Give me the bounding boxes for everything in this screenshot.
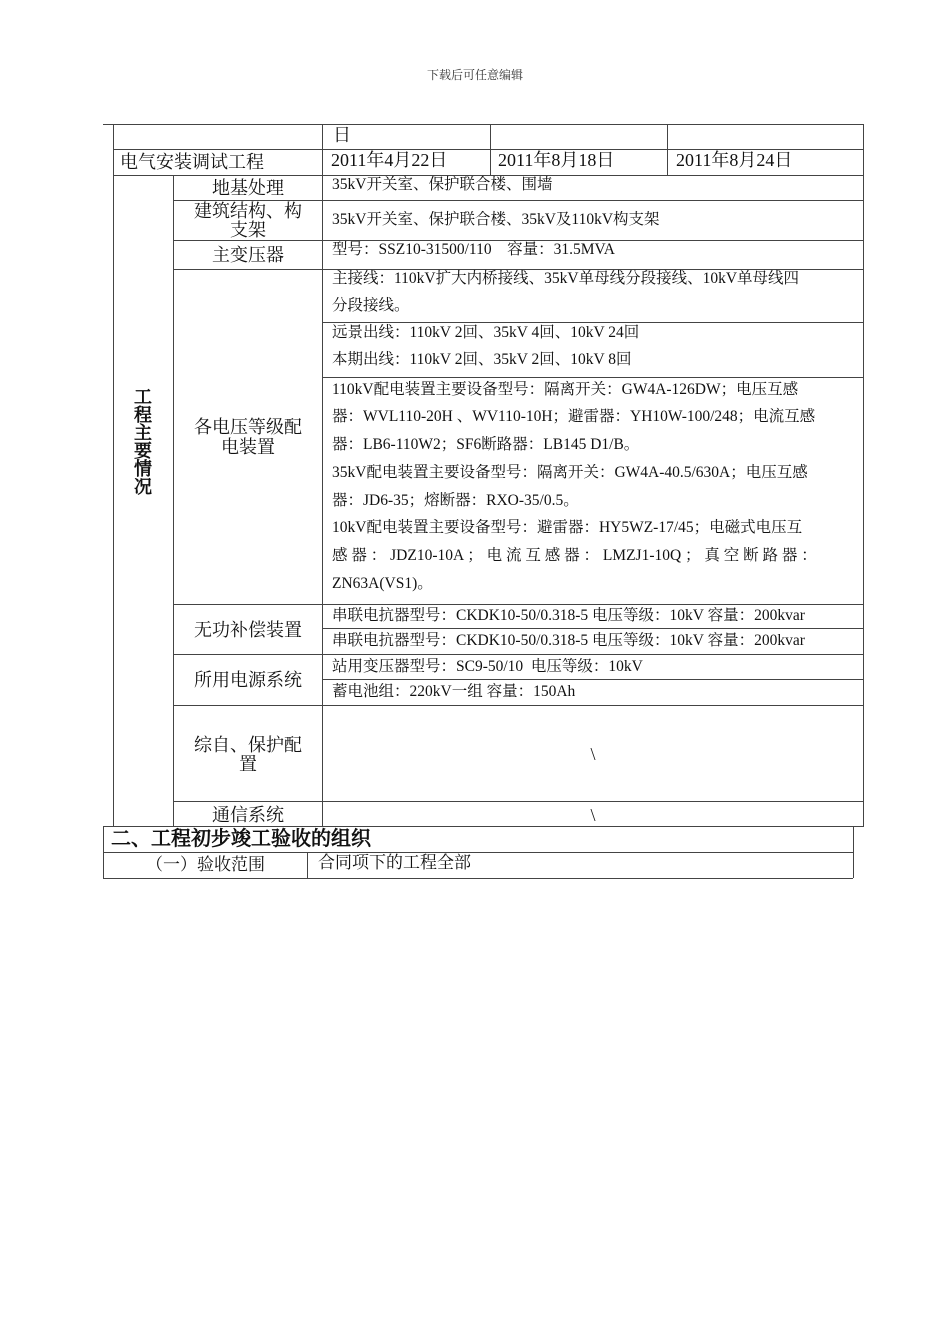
protection-label-1: 综自、保护配	[194, 735, 302, 755]
structure-label-1: 建筑结构、构	[194, 201, 302, 221]
section-label	[132, 388, 154, 496]
wiring-line-1: 主接线：110kV扩大内桥接线、35kV单母线分段接线、10kV单母线四	[332, 270, 800, 287]
foundation-label: 地基处理	[212, 178, 284, 198]
table-line	[103, 878, 853, 879]
outlet-current: 本期出线：110kV 2回、35kV 2回、10kV 8回	[332, 351, 632, 368]
switchgear-label-2: 电装置	[221, 437, 275, 457]
table-line	[307, 852, 308, 878]
equip-35-line-2: 器：JD6-35；熔断器：RXO-35/0.5。	[332, 492, 579, 509]
communication-value: \	[590, 805, 596, 825]
scope-value: 合同项下的工程全部	[318, 853, 471, 872]
table-line	[667, 124, 668, 175]
table-line	[113, 124, 864, 125]
transformer-value: 型号：SSZ10-31500/110 容量：31.5MVA	[332, 241, 615, 258]
station-power-line-2: 蓄电池组：220kV一组 容量：150Ah	[332, 683, 576, 700]
table-line	[103, 826, 104, 878]
table-tick	[103, 124, 113, 125]
electrical-date1: 2011年4月22日	[331, 150, 448, 170]
wiring-line-2: 分段接线。	[332, 297, 410, 314]
equip-110-line-1: 110kV配电装置主要设备型号：隔离开关：GW4A-126DW；电压互感	[332, 381, 799, 398]
scope-label: （一）验收范围	[146, 855, 265, 874]
equip-10-line-2: 感 器 ： JDZ10-10A ； 电 流 互 感 器 ： LMZJ1-10Q ； 真 空 断 路 器 ：	[332, 547, 817, 564]
foundation-value: 35kV开关室、保护联合楼、围墙	[332, 176, 553, 193]
table-line	[173, 801, 864, 802]
header-note: 下载后可任意编辑	[426, 68, 523, 82]
electrical-date3: 2011年8月24日	[676, 150, 793, 170]
section2-title: 二、工程初步竣工验收的组织	[111, 828, 371, 850]
equip-10-line-1: 10kV配电装置主要设备型号：避雷器：HY5WZ-17/45；电磁式电压互	[332, 519, 803, 536]
reactive-label: 无功补偿装置	[194, 620, 302, 640]
switchgear-label-1: 各电压等级配	[194, 417, 302, 437]
electrical-date2: 2011年8月18日	[498, 150, 615, 170]
outlet-future: 远景出线：110kV 2回、35kV 4回、10kV 24回	[332, 324, 640, 341]
equip-110-line-2: 器：WVL110-20H 、WV110-10H；避雷器：YH10W-100/248；电流互感	[332, 408, 816, 425]
electrical-name: 电气安装调试工程	[120, 152, 264, 172]
station-power-line-1: 站用变压器型号：SC9-50/10 电压等级：10kV	[332, 658, 643, 675]
table-line	[853, 826, 854, 878]
equip-110-line-3: 器：LB6-110W2；SF6断路器：LB145 D1/B。	[332, 436, 640, 453]
date-tail: 日	[333, 125, 351, 145]
protection-label-2: 置	[239, 754, 257, 774]
table-line	[863, 124, 864, 826]
table-line	[173, 175, 174, 826]
section-label-text: 工程主要情况	[134, 387, 152, 497]
reactive-line-2: 串联电抗器型号：CKDK10-50/0.318-5 电压等级：10kV 容量：200kvar	[332, 632, 805, 649]
structure-value: 35kV开关室、保护联合楼、35kV及110kV构支架	[332, 211, 660, 228]
table-line	[490, 124, 491, 175]
communication-label: 通信系统	[212, 805, 284, 825]
structure-label-2: 支架	[230, 220, 266, 240]
transformer-label: 主变压器	[212, 245, 284, 265]
protection-value: \	[590, 744, 596, 764]
equip-35-line-1: 35kV配电装置主要设备型号：隔离开关：GW4A-40.5/630A；电压互感	[332, 464, 808, 481]
reactive-line-1: 串联电抗器型号：CKDK10-50/0.318-5 电压等级：10kV 容量：200kvar	[332, 607, 805, 624]
equip-10-line-3: ZN63A(VS1)。	[332, 575, 433, 592]
table-line	[322, 124, 323, 826]
station-power-label: 所用电源系统	[194, 670, 302, 690]
table-line	[113, 124, 114, 826]
